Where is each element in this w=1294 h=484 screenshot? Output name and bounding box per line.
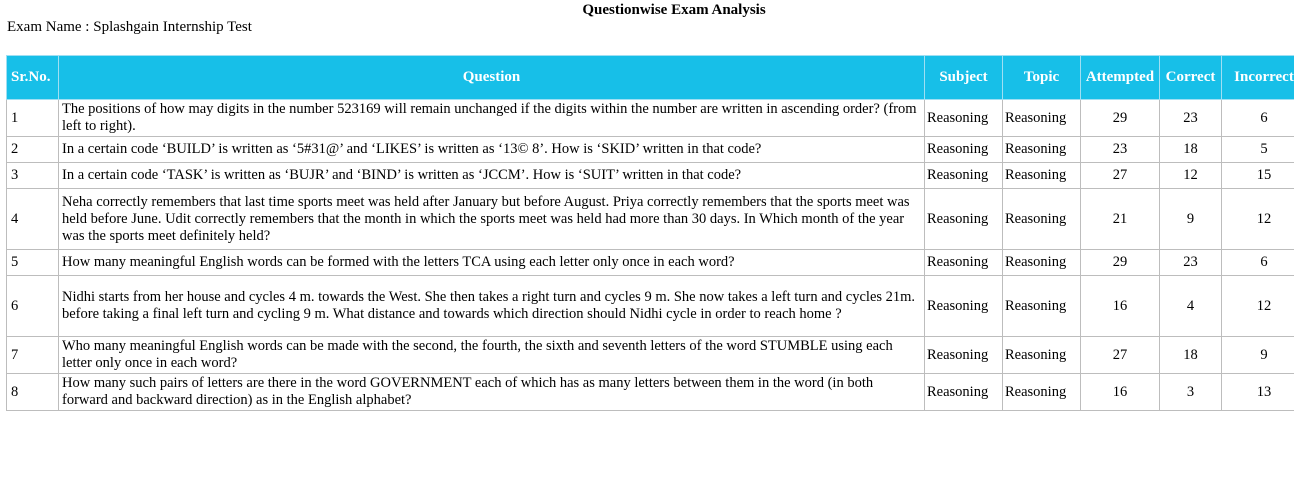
- correct-cell: 18: [1160, 137, 1222, 163]
- question-cell: How many meaningful English words can be formed with the letters TCA using each letter only once in each word?: [59, 250, 925, 276]
- incorrect-cell: 15: [1222, 163, 1294, 189]
- correct-cell: 4: [1160, 276, 1222, 337]
- header-subject: Subject: [925, 56, 1003, 100]
- header-topic: Topic: [1003, 56, 1081, 100]
- attempted-cell: 21: [1081, 189, 1160, 250]
- attempted-cell: 27: [1081, 163, 1160, 189]
- topic-cell: Reasoning: [1003, 276, 1081, 337]
- sr-no-cell: 5: [7, 250, 59, 276]
- table-row: [7, 374, 1294, 411]
- sr-no-cell: 8: [7, 374, 59, 411]
- header-attempted: Attempted: [1081, 56, 1160, 100]
- incorrect-cell: 6: [1222, 250, 1294, 276]
- table-row: [7, 100, 1294, 137]
- question-cell: Neha correctly remembers that last time sports meet was held after January but before August. Priya correctly remembers that the sports meet was held before June. Udit correctly remembers that the month in which the sports meet was held had more than 30 days. In Which month of the year was the sports meet definitely held?: [59, 189, 925, 250]
- topic-cell: Reasoning: [1003, 163, 1081, 189]
- question-cell: How many such pairs of letters are there in the word GOVERNMENT each of which has as many letters between them in the word (in both forward and backward direction) as in the English alphabet?: [59, 374, 925, 411]
- attempted-cell: 27: [1081, 337, 1160, 374]
- attempted-cell: 29: [1081, 250, 1160, 276]
- question-cell: The positions of how may digits in the number 523169 will remain unchanged if the digits within the number are written in ascending order? (from left to right).: [59, 100, 925, 137]
- question-cell: In a certain code ‘BUILD’ is written as ‘5#31@’ and ‘LIKES’ is written as ‘13© 8’. How is ‘SKID’ written in that code?: [59, 137, 925, 163]
- topic-cell: Reasoning: [1003, 189, 1081, 250]
- subject-cell: Reasoning: [925, 163, 1003, 189]
- attempted-cell: 16: [1081, 374, 1160, 411]
- topic-cell: Reasoning: [1003, 337, 1081, 374]
- header-question: Question: [59, 56, 925, 100]
- topic-cell: Reasoning: [1003, 374, 1081, 411]
- incorrect-cell: 9: [1222, 337, 1294, 374]
- sr-no-cell: 4: [7, 189, 59, 250]
- sr-no-cell: 7: [7, 337, 59, 374]
- sr-no-cell: 1: [7, 100, 59, 137]
- table-row: [7, 337, 1294, 374]
- analysis-table: [6, 55, 1294, 411]
- incorrect-cell: 6: [1222, 100, 1294, 137]
- table-row: [7, 250, 1294, 276]
- topic-cell: Reasoning: [1003, 137, 1081, 163]
- correct-cell: 3: [1160, 374, 1222, 411]
- header-sr-no: Sr.No.: [7, 56, 59, 100]
- question-cell: Nidhi starts from her house and cycles 4 m. towards the West. She then takes a right turn and cycles 9 m. She now takes a left turn and cycles 21m. before taking a final left turn and cycling 9 m. What distance and towards which direction should Nidhi cycle in order to reach home ?: [59, 276, 925, 337]
- analysis-table-container: [6, 55, 1294, 411]
- correct-cell: 9: [1160, 189, 1222, 250]
- exam-name: Exam Name : Splashgain Internship Test: [7, 19, 252, 35]
- attempted-cell: 23: [1081, 137, 1160, 163]
- attempted-cell: 29: [1081, 100, 1160, 137]
- page-title: Questionwise Exam Analysis: [582, 2, 766, 18]
- topic-cell: Reasoning: [1003, 250, 1081, 276]
- incorrect-cell: 12: [1222, 276, 1294, 337]
- subject-cell: Reasoning: [925, 189, 1003, 250]
- header-incorrect: Incorrect: [1222, 56, 1294, 100]
- correct-cell: 23: [1160, 100, 1222, 137]
- subject-cell: Reasoning: [925, 137, 1003, 163]
- question-cell: In a certain code ‘TASK’ is written as ‘BUJR’ and ‘BIND’ is written as ‘JCCM’. How is ‘SUIT’ written in that code?: [59, 163, 925, 189]
- question-cell: Who many meaningful English words can be made with the second, the fourth, the sixth and seventh letters of the word STUMBLE using each letter only once in each word?: [59, 337, 925, 374]
- table-row: [7, 189, 1294, 250]
- sr-no-cell: 3: [7, 163, 59, 189]
- correct-cell: 12: [1160, 163, 1222, 189]
- subject-cell: Reasoning: [925, 100, 1003, 137]
- header-correct: Correct: [1160, 56, 1222, 100]
- incorrect-cell: 13: [1222, 374, 1294, 411]
- attempted-cell: 16: [1081, 276, 1160, 337]
- table-row: [7, 137, 1294, 163]
- correct-cell: 18: [1160, 337, 1222, 374]
- table-row: [7, 163, 1294, 189]
- incorrect-cell: 12: [1222, 189, 1294, 250]
- sr-no-cell: 2: [7, 137, 59, 163]
- subject-cell: Reasoning: [925, 337, 1003, 374]
- subject-cell: Reasoning: [925, 276, 1003, 337]
- sr-no-cell: 6: [7, 276, 59, 337]
- table-row: [7, 276, 1294, 337]
- incorrect-cell: 5: [1222, 137, 1294, 163]
- topic-cell: Reasoning: [1003, 100, 1081, 137]
- subject-cell: Reasoning: [925, 374, 1003, 411]
- correct-cell: 23: [1160, 250, 1222, 276]
- subject-cell: Reasoning: [925, 250, 1003, 276]
- table-header-row: [7, 56, 1294, 100]
